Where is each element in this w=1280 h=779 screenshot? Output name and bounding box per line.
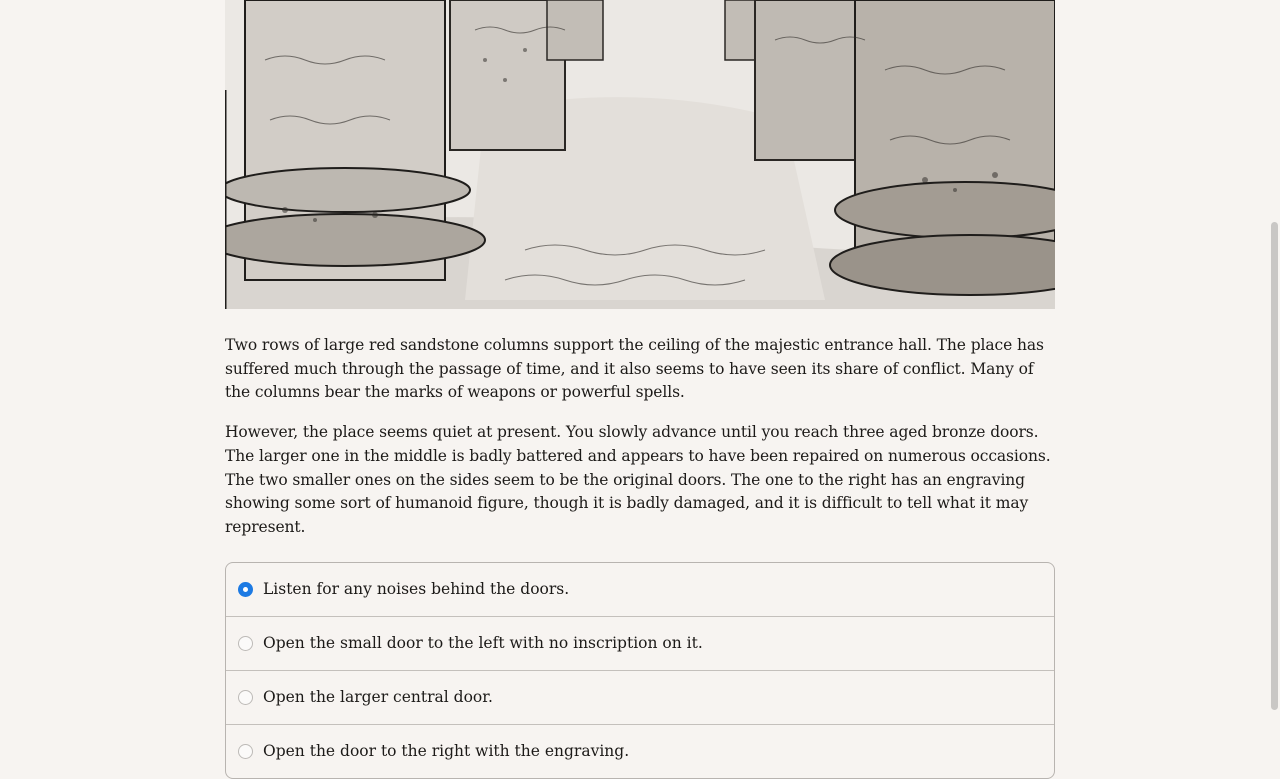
radio-icon[interactable] — [238, 744, 253, 759]
choice-label: Open the larger central door. — [263, 688, 493, 707]
story-text — [225, 334, 1055, 540]
radio-icon[interactable] — [238, 636, 253, 651]
choice-option[interactable] — [226, 616, 1054, 670]
choice-option[interactable] — [226, 563, 1054, 616]
choice-option[interactable] — [226, 670, 1054, 724]
choice-label: Open the small door to the left with no inscription on it. — [263, 634, 703, 653]
scrollbar-thumb[interactable] — [1271, 222, 1278, 710]
hall-columns-illustration — [225, 0, 1055, 309]
choice-label: Listen for any noises behind the doors. — [263, 580, 570, 599]
choice-label: Open the door to the right with the engraving. — [263, 742, 630, 761]
choice-option[interactable] — [226, 724, 1054, 778]
radio-selected-icon[interactable] — [238, 582, 253, 597]
story-paragraph: However, the place seems quiet at present. You slowly advance until you reach three aged bronze doors. The larger one in the middle is badly battered and appears to have been repaired on numerous occasions. The two smaller ones on the sides seem to be the original doors. The one to the right has an engraving showing some sort of humanoid figure, though it is badly damaged, and it is difficult to tell what it may represent. — [225, 423, 1051, 536]
story-container — [225, 0, 1055, 779]
choice-list — [225, 562, 1055, 779]
story-paragraph: Two rows of large red sandstone columns support the ceiling of the majestic entrance hall. The place has suffered much through the passage of time, and it also seems to have seen its share of conflict. Many of the columns bear the marks of weapons or powerful spells. — [225, 336, 1044, 402]
radio-icon[interactable] — [238, 690, 253, 705]
